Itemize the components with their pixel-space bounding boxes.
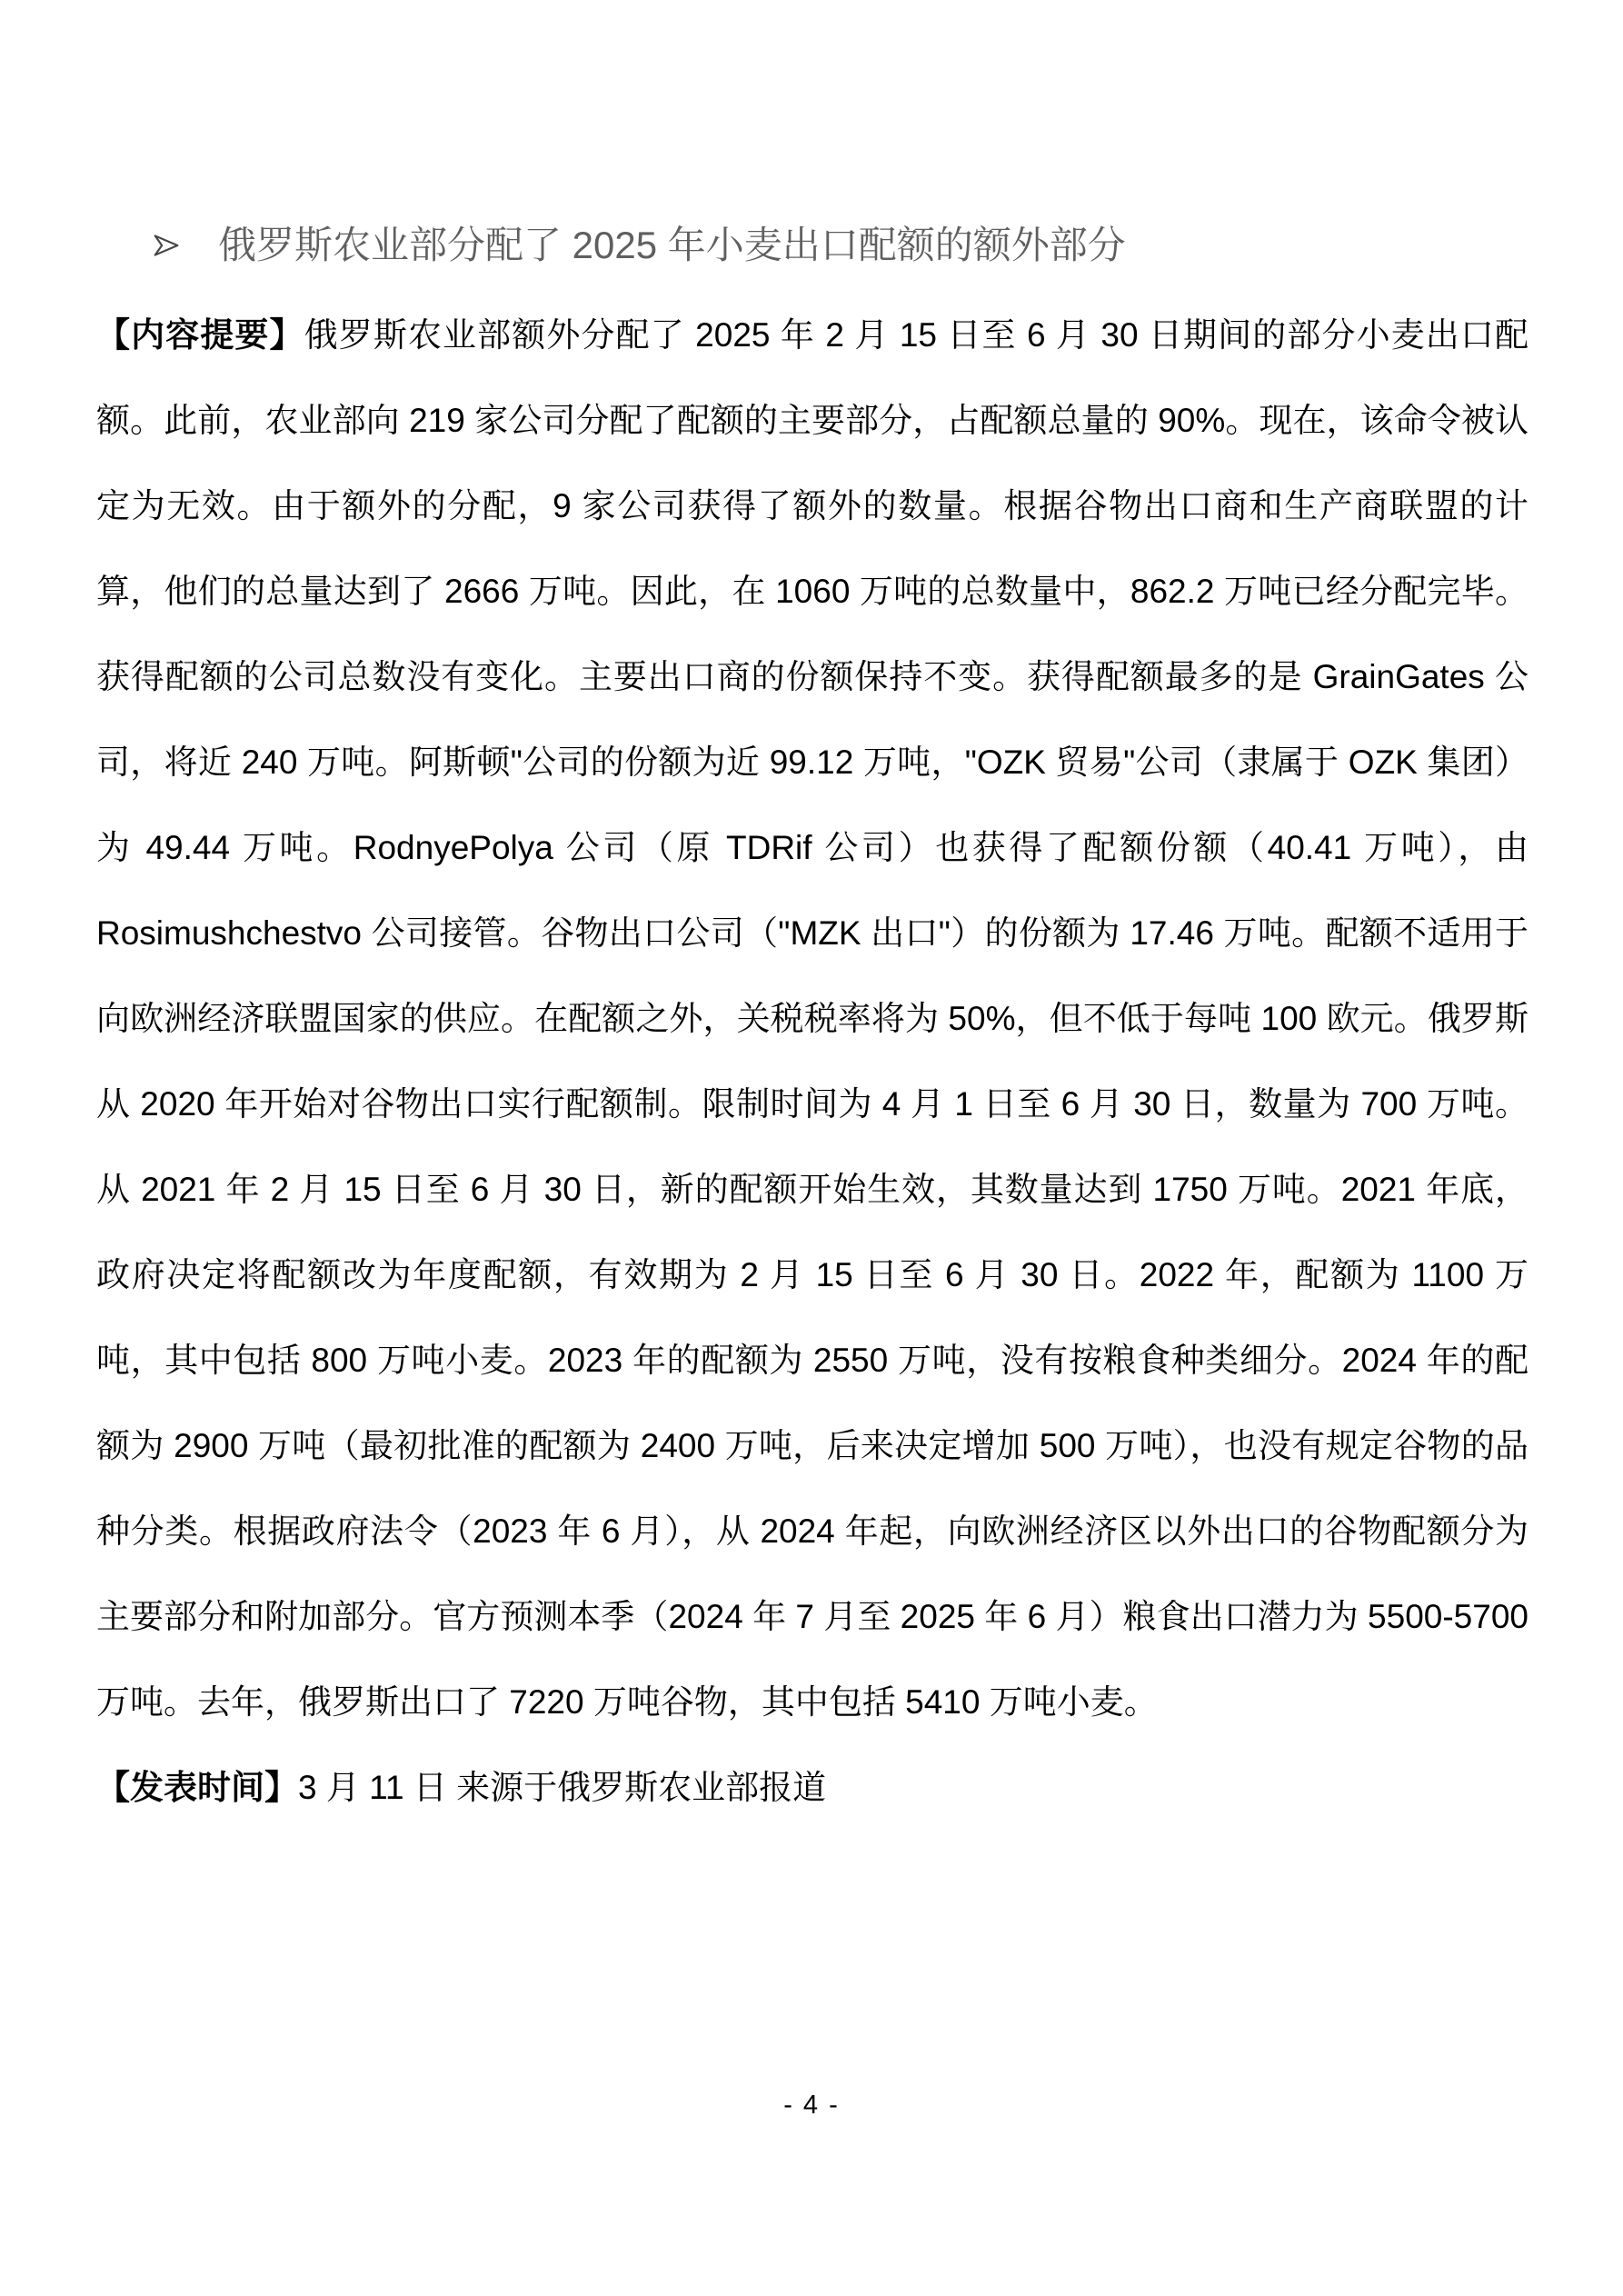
arrowhead-right-bullet-icon [153, 233, 180, 258]
summary-text: 俄罗斯农业部额外分配了 2025 年 2 月 15 日至 6 月 30 日期间的部分小麦出口配额。此前，农业部向 219 家公司分配了配额的主要部分，占配额总量的 90%。现在，该命令被认定为无效。由于额外的分配，9 家公司获得了额外的数量。根据谷物出口商和生产商联盟的计算，他们的总量达到了 2666 万吨。因此，在 1060 万吨的总数量中，862.2 万吨已经分配完毕。获得配额的公司总数没有变化。主要出口商的份额保持不变。获得配额最多的是 GrainGates 公司，将近 240 万吨。阿斯顿"公司的份额为近 99.12 万吨，"OZK 贸易"公司（隶属于 OZK 集团）为 49.44 万吨。RodnyePolya 公司（原 TDRif 公司）也获得了配额份额（40.41 万吨），由 Rosimushchestvo 公司接管。谷物出口公司（"MZK 出口"）的份额为 17.46 万吨。配额不适用于向欧洲经济联盟国家的供应。在配额之外，关税税率将为 50%，但不低于每吨 100 欧元。俄罗斯从 2020 年开始对谷物出口实行配额制。限制时间为 4 月 1 日至 6 月 30 日，数量为 700 万吨。从 2021 年 2 月 15 日至 6 月 30 日，新的配额开始生效，其数量达到 1750 万吨。2021 年底，政府决定将配额改为年度配额，有效期为 2 月 15 日至 6 月 30 日。2022 年，配额为 1100 万吨，其中包括 800 万吨小麦。2023 年的配额为 2550 万吨，没有按粮食种类细分。2024 年的配额为 2900 万吨（最初批准的配额为 2400 万吨，后来决定增加 500 万吨），也没有规定谷物的品种分类。根据政府法令（2023 年 6 月），从 2024 年起，向欧洲经济区以外出口的谷物配额分为主要部分和附加部分。官方预测本季（2024 年 7 月至 2025 年 6 月）粮食出口潜力为 5500-5700 万吨。去年，俄罗斯出口了 7220 万吨谷物，其中包括 5410 万吨小麦。 [96, 316, 1529, 1721]
section-heading-text: 俄罗斯农业部分配了 2025 年小麦出口配额的额外部分 [218, 224, 1126, 266]
publish-text: 3 月 11 日 来源于俄罗斯农业部报道 [298, 1769, 827, 1806]
document-content [96, 0, 1528, 1831]
summary-label: 【内容提要】 [96, 316, 304, 354]
section-heading [96, 223, 1528, 268]
summary-paragraph [96, 293, 1528, 1745]
publish-line [96, 1745, 1528, 1831]
publish-label: 【发表时间】 [96, 1769, 298, 1806]
page-number: - 4 - [783, 2091, 840, 2120]
